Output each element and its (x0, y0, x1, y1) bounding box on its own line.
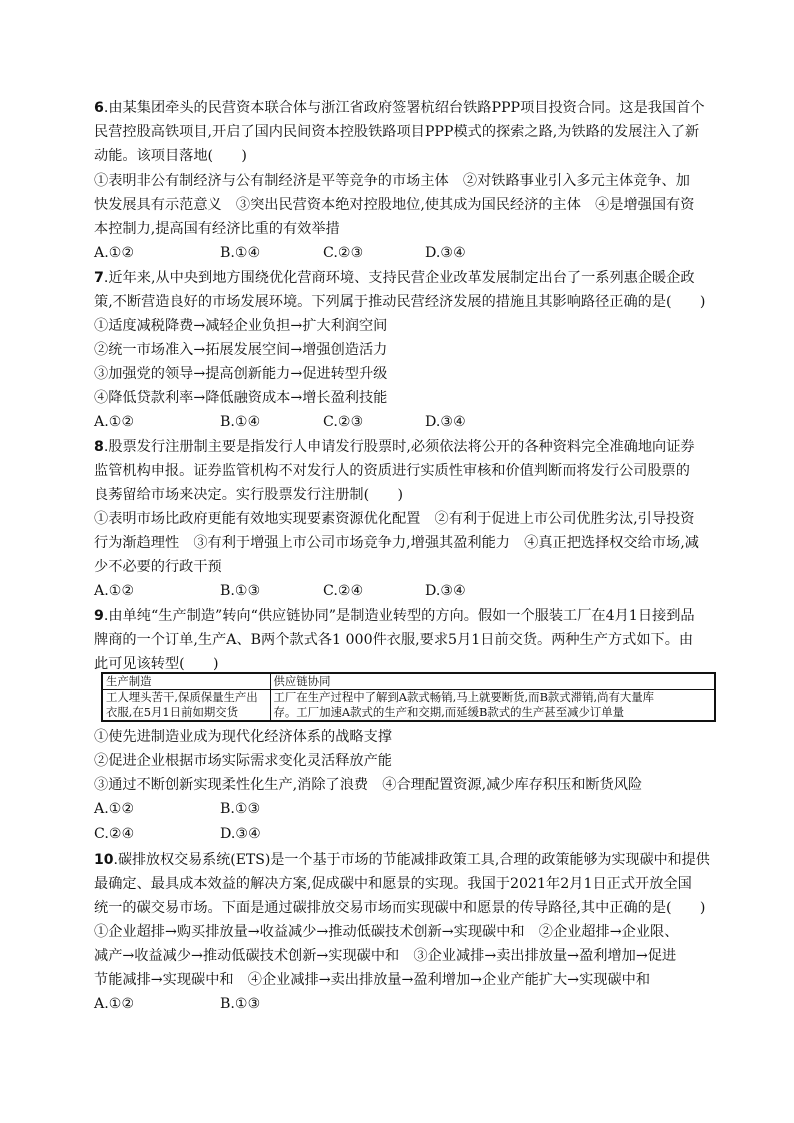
q9-option-a: A.①② (94, 801, 135, 817)
q7-line-4: ②统一市场准入→拓展发展空间→增强创造活力 (94, 342, 388, 358)
q8-line-3: 良莠留给市场来决定。实行股票发行注册制( ) (94, 487, 404, 503)
q9-option-c: C.②④ (94, 826, 135, 842)
q7-option-d: D.③④ (425, 414, 466, 430)
q9-statement-3: ③通过不断创新实现柔性化生产,消除了浪费 ④合理配置资源,减少库存积压和断货风险 (94, 777, 643, 793)
q7-option-b: B.①④ (220, 414, 261, 430)
q8-line-6: 少不必要的行政干预 (94, 559, 222, 575)
q6-line-4: ①表明非公有制经济与公有制经济是平等竞争的市场主体 ②对铁路事业引入多元主体竞争、加 (94, 173, 690, 189)
q8-number: 8 (94, 439, 104, 455)
q6-line-3: 动能。该项目落地( ) (94, 148, 247, 164)
table-cell: 工厂在生产过程中了解到A款式畅销,马上就要断货,而B款式滞销,尚有大量库 存。工厂加速A款式的生产和交期,而延缓B款式的生产甚至减少订单量 (270, 690, 715, 722)
q10-line-4: ①企业超排→购买排放量→收益减少→推动低碳技术创新→实现碳中和 ②企业超排→企业限、 (94, 924, 679, 940)
q10-option-a: A.①② (94, 996, 135, 1012)
q10-line-6: 节能减排→实现碳中和 ④企业减排→卖出排放量→盈利增加→企业产能扩大→实现碳中和 (94, 972, 651, 988)
q10-line-1: 10.碳排放权交易系统(ETS)是一个基于市场的节能减排政策工具,合理的政策能够为实现碳中和提供 (94, 852, 710, 868)
q8-line-4: ①表明市场比政府更能有效地实现要素资源优化配置 ②有利于促进上市公司优胜劣汰,引导投资 (94, 511, 695, 527)
q6-option-a: A.①② (94, 245, 135, 261)
q10-option-b: B.①③ (220, 996, 261, 1012)
table-row (102, 690, 715, 722)
q9-number: 9 (94, 608, 104, 624)
q7-line-3: ①适度减税降费→减轻企业负担→扩大利润空间 (94, 318, 388, 334)
q7-line-5: ③加强党的领导→提高创新能力→促进转型升级 (94, 366, 388, 382)
q7-option-c: C.②③ (323, 414, 364, 430)
q8-line-2: 监管机构申报。证券监管机构不对发行人的资质进行实质性审核和价值判断而将发行公司股票的 (94, 463, 690, 479)
q8-option-a: A.①② (94, 583, 135, 599)
production-comparison-table (101, 672, 716, 722)
q8-option-c: C.②④ (323, 583, 364, 599)
q9-statement-2: ②促进企业根据市场实际需求变化灵活释放产能 (94, 753, 392, 769)
q9-statement-1: ①使先进制造业成为现代化经济体系的战略支撑 (94, 729, 392, 745)
q6-line-6: 本控制力,提高国有经济比重的有效举措 (94, 221, 340, 237)
q8-line-1: 8.股票发行注册制主要是指发行人申请发行股票时,必须依法将公开的各种资料完全准确地向证券 (94, 439, 695, 455)
q8-line-5: 行为渐趋理性 ③有利于增强上市公司市场竞争力,增强其盈利能力 ④真正把选择权交给市场,减 (94, 535, 699, 551)
q8-option-b: B.①③ (220, 583, 261, 599)
q7-line-6: ④降低贷款利率→降低融资成本→增长盈利技能 (94, 390, 388, 406)
q6-option-c: C.②③ (323, 245, 364, 261)
q6-line-5: 快发展具有示范意义 ③突出民营资本绝对控股地位,使其成为国民经济的主体 ④是增强国有资 (94, 197, 695, 213)
q7-number: 7 (94, 270, 104, 286)
q7-line-1: 7.近年来,从中央到地方围绕优化营商环境、支持民营企业改革发展制定出台了一系列惠企暖企政 (94, 270, 695, 286)
q10-line-3: 统一的碳交易市场。下面是通过碳排放交易市场而实现碳中和愿景的传导路径,其中正确的是( ) (94, 900, 706, 916)
q10-line-5: 减产→收益减少→推动低碳技术创新→实现碳中和 ③企业减排→卖出排放量→盈利增加→促进 (94, 948, 677, 964)
table-header-row (102, 673, 715, 690)
q9-option-b: B.①③ (220, 801, 261, 817)
q10-number: 10 (94, 852, 114, 868)
q6-line-2: 民营控股高铁项目,开启了国内民间资本控股铁路项目PPP模式的探索之路,为铁路的发展注入了新 (94, 124, 700, 140)
q6-option-b: B.①④ (220, 245, 261, 261)
q6-line-1: 6.由某集团牵头的民营资本联合体与浙江省政府签署杭绍台铁路PPP项目投资合同。这是我国首个 (94, 100, 705, 116)
q9-line-2: 牌商的一个订单,生产A、B两个款式各1 000件衣服,要求5月1日前交货。两种生产方式如下。由 (94, 632, 694, 648)
q6-number: 6 (94, 100, 104, 116)
q7-line-2: 策,不断营造良好的市场发展环境。下列属于推动民营经济发展的措施且其影响路径正确的是( ) (94, 294, 706, 310)
q7-option-a: A.①② (94, 414, 135, 430)
table-header-supply-chain: 供应链协同 (270, 673, 715, 690)
q6-option-d: D.③④ (425, 245, 466, 261)
q9-line-1: 9.由单纯“生产制造”转向“供应链协同”是制造业转型的方向。假如一个服装工厂在4月1日接到品 (94, 608, 695, 624)
q9-option-d: D.③④ (220, 826, 261, 842)
q10-line-2: 最确定、最具成本效益的解决方案,促成碳中和愿景的实现。我国于2021年2月1日正式开放全国 (94, 876, 692, 892)
table-header-manufacturing: 生产制造 (102, 673, 270, 690)
q8-option-d: D.③④ (425, 583, 466, 599)
table-cell: 工人埋头苦干,保质保量生产出 衣服,在5月1日前如期交货 (102, 690, 270, 722)
q9-line-3: 此可见该转型( ) (94, 656, 219, 672)
